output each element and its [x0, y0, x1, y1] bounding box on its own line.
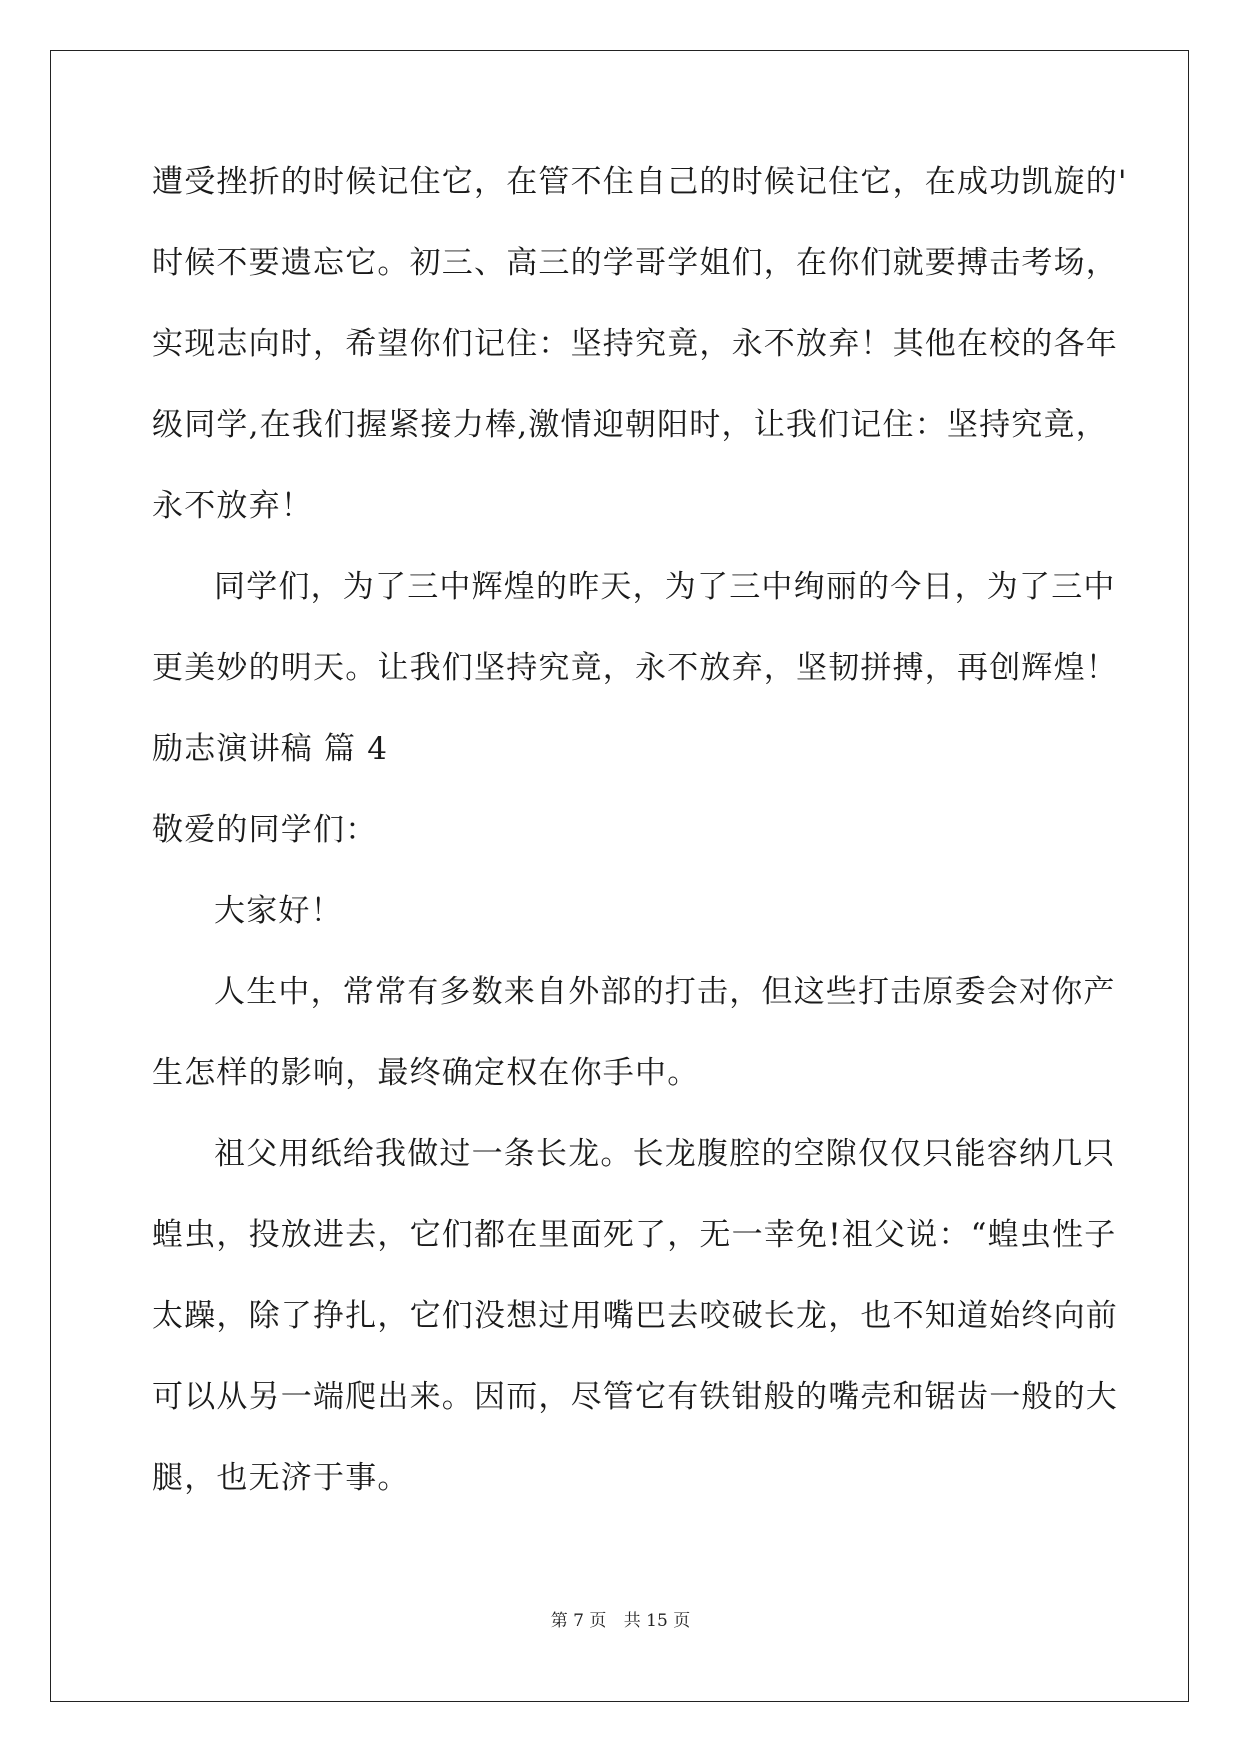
section-heading: 励志演讲稿 篇 4	[152, 731, 389, 767]
text-line: 腿，也无济于事。	[152, 1460, 410, 1496]
text-line: 更美妙的明天。让我们坚持究竟，永不放弃，坚韧拼搏，再创辉煌！	[152, 650, 1118, 686]
text-line: 遭受挫折的时候记住它，在管不住自己的时候记住它，在成功凯旋的'	[152, 164, 1128, 200]
page-total: 共 15 页	[623, 1611, 691, 1631]
paragraph-first-line: 同学们，为了三中辉煌的昨天，为了三中绚丽的今日，为了三中	[214, 569, 1116, 605]
document-body	[152, 163, 1128, 1540]
text-line: 级同学,在我们握紧接力棒,激情迎朝阳时，让我们记住：坚持究竟，	[152, 407, 1108, 443]
salutation: 敬爱的同学们：	[152, 812, 378, 848]
text-line: 实现志向时，希望你们记住：坚持究竟，永不放弃！其他在校的各年	[152, 326, 1118, 362]
text-line: 太躁，除了挣扎，它们没想过用嘴巴去咬破长龙，也不知道始终向前	[152, 1298, 1118, 1334]
text-line: 永不放弃！	[152, 488, 313, 524]
text-line: 蝗虫，投放进去，它们都在里面死了，无一幸免!祖父说：“蝗虫性子	[152, 1217, 1117, 1253]
text-line: 时候不要遗忘它。初三、高三的学哥学姐们，在你们就要搏击考场，	[152, 245, 1118, 281]
text-line: 可以从另一端爬出来。因而，尽管它有铁钳般的嘴壳和锯齿一般的大	[152, 1379, 1118, 1415]
greeting: 大家好！	[214, 893, 343, 929]
page-number: 第 7 页	[550, 1611, 607, 1631]
text-line: 生怎样的影响，最终确定权在你手中。	[152, 1055, 700, 1091]
page-footer	[0, 1606, 1241, 1631]
paragraph-first-line: 人生中，常常有多数来自外部的打击，但这些打击原委会对你产	[214, 974, 1116, 1010]
paragraph-first-line: 祖父用纸给我做过一条长龙。长龙腹腔的空隙仅仅只能容纳几只	[214, 1136, 1116, 1172]
